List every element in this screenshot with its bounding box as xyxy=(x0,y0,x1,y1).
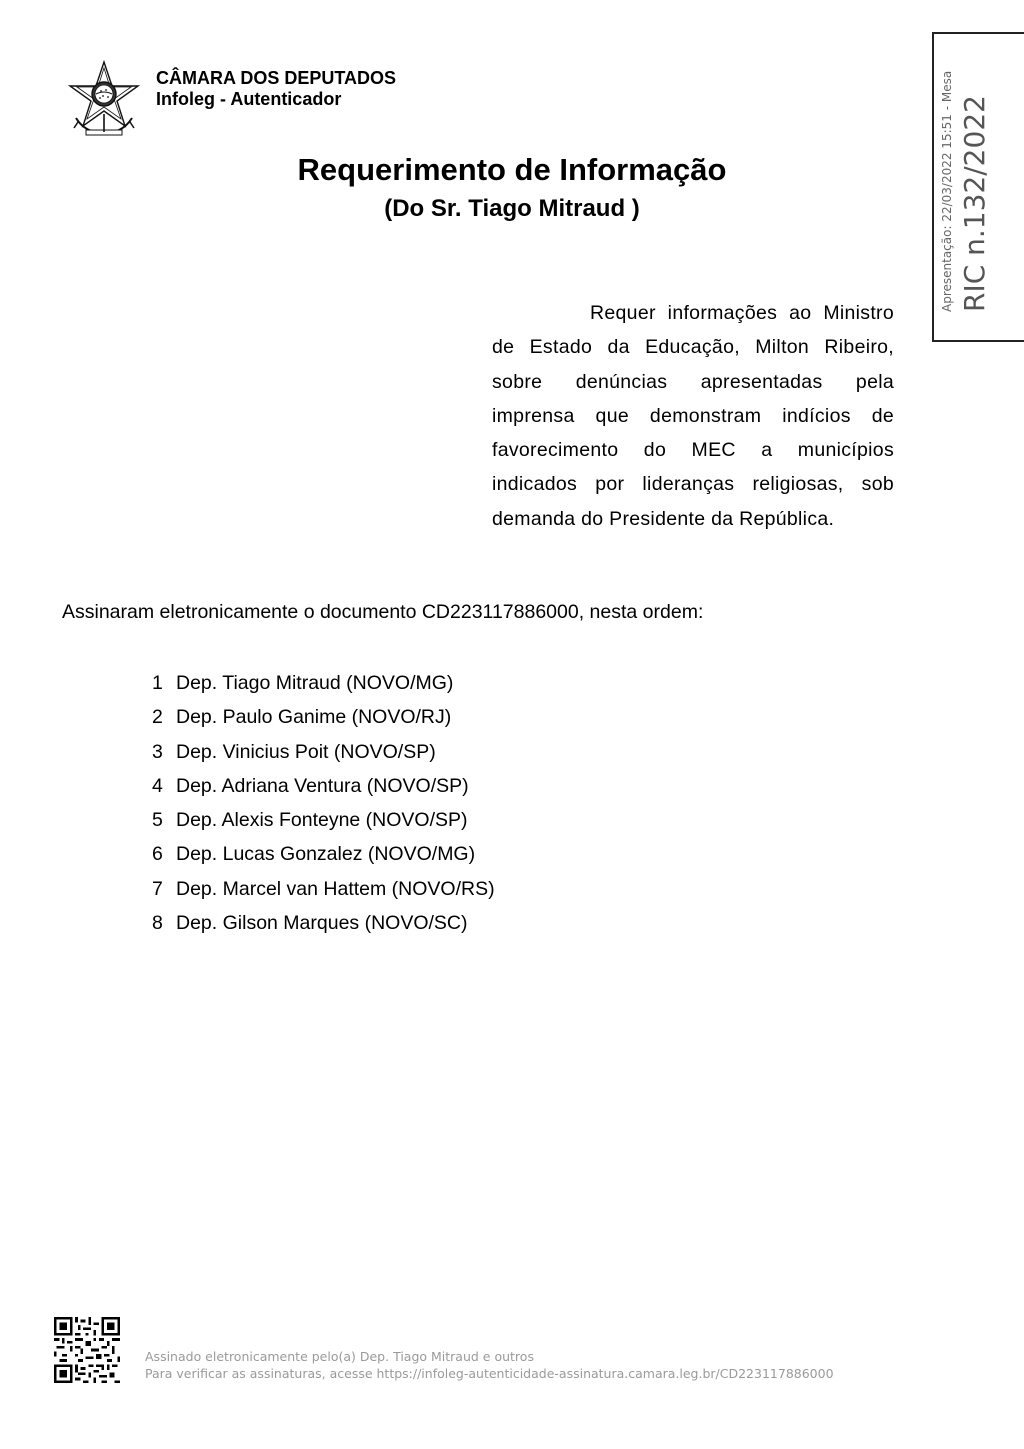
signer-number: 6 xyxy=(152,843,163,866)
footer-verify-link[interactable]: Para verificar as assinaturas, acesse https://infoleg-autenticidade-assinatura.camara.leg.br/CD223117886000 xyxy=(145,1366,834,1381)
signer-item xyxy=(152,700,495,734)
signer-name: Dep. Adriana Ventura (NOVO/SP) xyxy=(176,774,469,797)
footer-signed-by: Assinado eletronicamente pelo(a) Dep. Tiago Mitraud e outros xyxy=(145,1349,534,1364)
signer-number: 5 xyxy=(152,809,163,832)
signer-number: 2 xyxy=(152,706,163,729)
signer-number: 3 xyxy=(152,740,163,763)
org-subtitle: Infoleg - Autenticador xyxy=(156,89,342,109)
signer-name: Dep. Gilson Marques (NOVO/SC) xyxy=(176,912,468,935)
signer-item xyxy=(152,906,495,940)
signer-item xyxy=(152,872,495,906)
document-summary: Requer informações ao Ministro de Estado da Educação, Milton Ribeiro, sobre denúncias apresentadas pela imprensa que demonstram indícios de favorecimento do MEC a municípios indicados por lideranças religiosas, sob demanda do Presidente da República. xyxy=(492,302,894,530)
signer-name: Dep. Tiago Mitraud (NOVO/MG) xyxy=(176,672,454,694)
authentication-footer xyxy=(145,1348,834,1382)
signer-number: 1 xyxy=(152,672,163,694)
coat-of-arms-icon xyxy=(66,60,142,140)
signer-item xyxy=(152,769,495,803)
qr-code-icon xyxy=(54,1317,120,1383)
organization-header xyxy=(156,68,396,110)
signer-item xyxy=(152,735,495,769)
signer-item xyxy=(152,666,495,700)
signatures-intro: Assinaram eletronicamente o documento CD223117886000, nesta ordem: xyxy=(62,601,704,623)
signers-list xyxy=(152,666,495,940)
signer-number: 7 xyxy=(152,877,163,900)
signer-name: Dep. Lucas Gonzalez (NOVO/MG) xyxy=(176,843,476,866)
protocol-meta: Apresentação: 22/03/2022 15:51 - Mesa xyxy=(940,70,954,312)
org-name: CÂMARA DOS DEPUTADOS xyxy=(156,68,397,88)
protocol-code: RIC n.132/2022 xyxy=(958,95,991,312)
signer-name: Dep. Marcel van Hattem (NOVO/RS) xyxy=(176,877,495,900)
document-title: Requerimento de Informação xyxy=(297,152,727,187)
signer-number: 8 xyxy=(152,912,163,935)
signer-item xyxy=(152,837,495,871)
signer-name: Dep. Alexis Fonteyne (NOVO/SP) xyxy=(176,809,468,832)
signer-item xyxy=(152,803,495,837)
signer-name: Dep. Paulo Ganime (NOVO/RJ) xyxy=(176,706,452,729)
signer-name: Dep. Vinicius Poit (NOVO/SP) xyxy=(176,740,436,763)
document-author: (Do Sr. Tiago Mitraud ) xyxy=(384,195,640,222)
signer-number: 4 xyxy=(152,774,163,797)
